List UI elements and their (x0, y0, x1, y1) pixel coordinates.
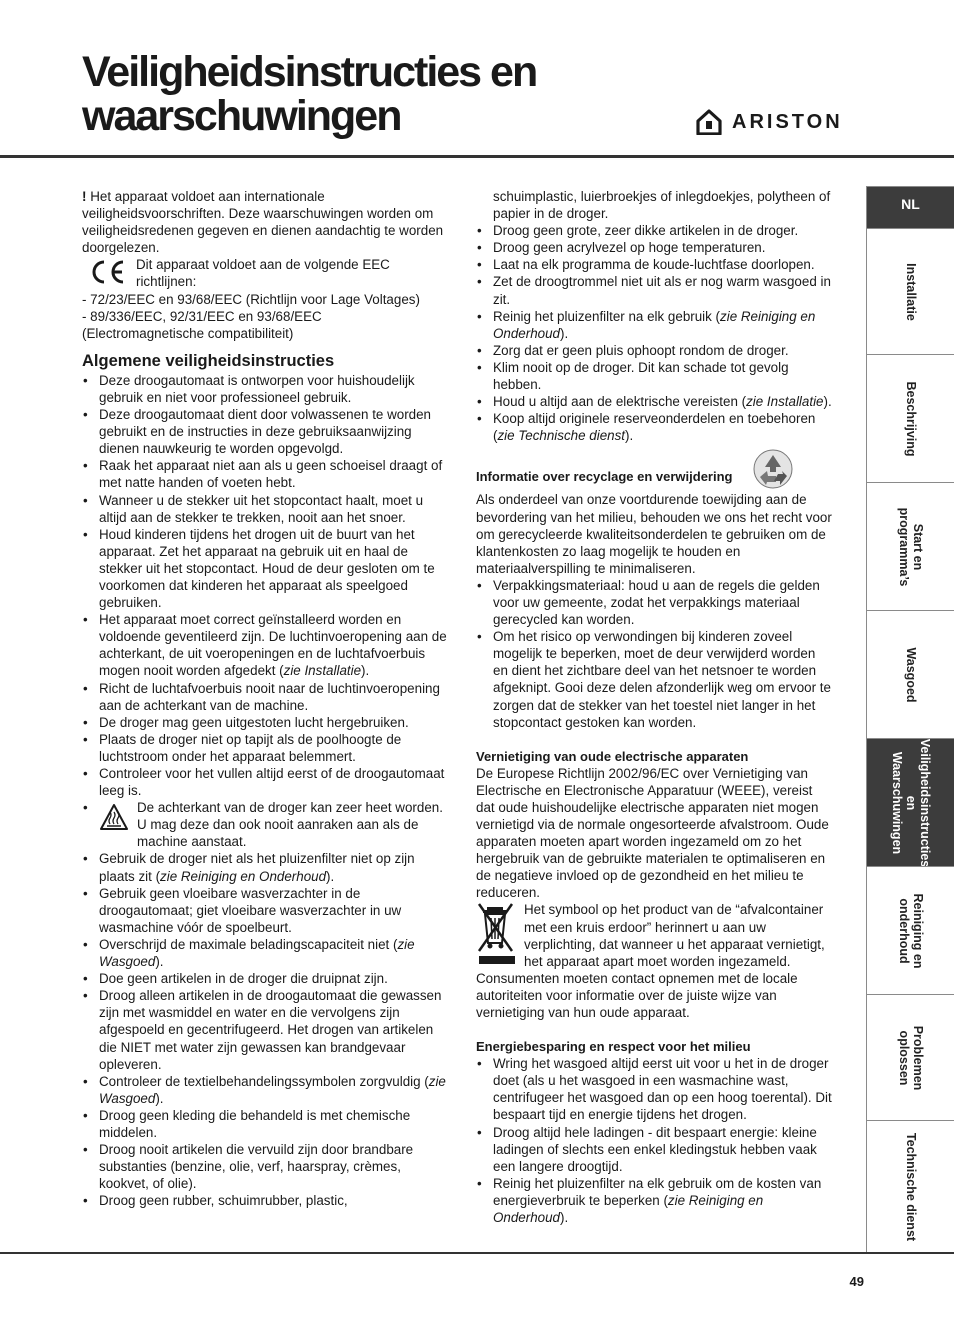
list-item: • Plaats de droger niet op tapijt als de poolhoogte de luchtstroom onder het apparaat belemmert. (82, 731, 448, 765)
tab-problemen-oplossen[interactable]: Problemen oplossen (866, 994, 954, 1120)
page-number: 49 (849, 1274, 864, 1289)
tab-technische-dienst[interactable]: Technische dienst (866, 1120, 954, 1252)
tab-beschrijving[interactable]: Beschrijving (866, 354, 954, 482)
ariston-house-icon (696, 109, 722, 135)
directive-line: - 89/336/EEC, 92/31/EEC en 93/68/EEC (82, 308, 322, 324)
ce-statement: Dit apparaat voldoet aan de volgende EEC richtlijnen: (82, 256, 448, 290)
list-item: • Doe geen artikelen in de droger die druipnat zijn. (82, 970, 448, 987)
list-item-continuation: schuimplastic, luierbroekjes of inlegdoekjes, polytheen of papier in de droger. (493, 189, 831, 222)
list-item: • Droog geen rubber, schuimrubber, plastic, (82, 1192, 448, 1209)
list-item: • Koop altijd originele reserveonderdelen en toebehoren (zie Technische dienst). (476, 410, 832, 444)
list-item: • Droog alleen artikelen in de droogautomaat die gewassen zijn met wasmiddel en water en die vervolgens zijn afgespoeld en gecentrifugeerd. Het drogen van artikelen die NIET met water zijn gewassen kan brandgevaar opleveren. (82, 987, 448, 1072)
cross-reference: zie Wasgoed (99, 1073, 446, 1106)
list-item: • Richt de luchtafvoerbuis nooit naar de luchtinvoeropening aan de achterkant van de machine. (82, 680, 448, 714)
list-item: • Droog geen acrylvezel op hoge temperaturen. (476, 239, 832, 256)
ce-mark-icon (88, 257, 126, 287)
list-item: • Controleer voor het vullen altijd eerst of de droogautomaat leeg is. (82, 765, 448, 799)
list-item: • Zet de droogtrommel niet uit als er nog warm wasgoed in zit. (476, 273, 832, 307)
warning-mark: ! (82, 189, 87, 204)
header-rule (0, 155, 954, 158)
safety-list (82, 372, 448, 1210)
weee-heading: Vernietiging van oude electrische apparaten (476, 748, 749, 764)
list-item: • De droger mag geen uitgestoten lucht hergebruiken. (82, 714, 448, 731)
list-item: • Klim nooit op de droger. Dit kan schade tot gevolg hebben. (476, 359, 832, 393)
list-item: • Wanneer u de stekker uit het stopcontact haalt, moet u altijd aan de stekker te trekken, nooit aan het snoer. (82, 492, 448, 526)
list-item: • Droog altijd hele ladingen - dit bespaart energie: kleine ladingen of slechts een enkel kledingstuk hebben vaak een langere droogtijd. (476, 1124, 832, 1175)
list-item: • Raak het apparaat niet aan als u geen schoeisel draagt of met natte handen of voeten hebt. (82, 457, 448, 491)
list-item: • Wring het wasgoed altijd eerst uit voor u het in de droger doet (als u het wasgoed in een wasmachine wast, centrifugeer het wasgoed dan op een hoog toerental). Dit bespaart tijd en energie tijdens het drogen. (476, 1055, 832, 1123)
weee-contact: Consumenten moeten contact opnemen met de locale autoriteiten voor informatie over de juiste wijze van vernietiging van hun oude apparaat. (476, 970, 798, 1021)
list-item: • Droog geen kleding die behandeld is met chemische middelen. (82, 1107, 448, 1141)
right-column (476, 188, 832, 1226)
list-item: • De achterkant van de droger kan zeer heet worden. U mag deze dan ook nooit aanraken aan als de machine aanstaat. (82, 799, 448, 850)
list-item: • Gebruik geen vloeibare wasverzachter in de droogautomaat; giet vloeibare wasverzachter in uw wasmachine vóór de spoelbeurt. (82, 885, 448, 936)
directive-line: (Electromagnetische compatibiliteit) (82, 325, 294, 341)
recycle-icon (750, 447, 796, 491)
cross-reference: zie Reiniging en Onderhoud (493, 1192, 764, 1225)
list-item: • Laat na elk programma de koude-luchtfase doorlopen. (476, 256, 832, 273)
list-item: • Houd kinderen tijdens het drogen uit de buurt van het apparaat. Zet het apparaat na gebruik uit en haal de stekker uit het stopcontact. Houd de deur gesloten om te voorkomen dat kinderen het apparaat als speelgoed gebruiken. (82, 526, 448, 611)
recycle-list (476, 577, 832, 731)
crossed-out-bin-icon (476, 901, 518, 967)
cross-reference: zie Installatie (283, 663, 362, 679)
safety-list-continued (476, 188, 832, 444)
cross-reference: zie Wasgoed (99, 936, 415, 970)
weee-paragraph: De Europese Richtlijn 2002/96/EC over Vernietiging van Electrische en Electronische Apparatuur (WEEE), vereist dat oude huishoudelijke electrische apparaten niet mogen vernietigd via de normale ongesorteerde afvalstroom. Oude apparaten moeten apart worden ingezameld om zo het hergebruik van de gebruikte materialen te optimaliseren en de negatieve invloed op de gezondheid en het milieu te reduceren. (476, 765, 829, 901)
left-column (82, 188, 448, 1209)
tab-installatie[interactable]: Installatie (866, 228, 954, 354)
list-item: • Houd u altijd aan de elektrische vereisten (zie Installatie). (476, 393, 832, 410)
tab-reiniging-en-onderhoud[interactable]: Reiniging en onderhoud (866, 866, 954, 994)
recycle-heading-row (476, 461, 796, 491)
list-item: • Zorg dat er geen pluis ophoopt rondom de droger. (476, 342, 832, 359)
energy-list (476, 1055, 832, 1226)
page-title: Veiligheidsinstructies en waarschuwingen (82, 48, 537, 140)
list-item: • Om het risico op verwondingen bij kinderen zoveel mogelijk te beperken, moet de deur verwijderd worden en dient het zichtbare deel van het netsnoer te worden afgeknipt. Gooi deze delen afzonderlijk weg om ervoor te zorgen dat de stekker van het toestel niet langer in het stopcontact gestoken kan worden. (476, 628, 832, 731)
list-item: • Deze droogautomaat is ontworpen voor huishoudelijk gebruik en niet voor professioneel gebruik. (82, 372, 448, 406)
section-sidebar (866, 186, 954, 1252)
brand-name: ARISTON (732, 111, 843, 133)
list-item: • Verpakkingsmateriaal: houd u aan de regels die gelden voor uw gemeente, zodat het verpakkings materiaal gerecycled kan worden. (476, 577, 832, 628)
recycle-paragraph: Als onderdeel van onze voortdurende toewijding aan de bevordering van het milieu, behouden we ons het recht voor om gerecycleerde kwaliteitsonderdelen te gebruiken om de klantenkosten zo laag mogelijk te houden en materiaalverspilling te minimaliseren. (476, 492, 832, 576)
list-item: • Deze droogautomaat dient door volwassenen te worden gebruikt en de instructies in deze gebruiksaanwijzing dienen nauwkeurig te worden opgevolgd. (82, 406, 448, 457)
recycle-heading: Informatie over recyclage en verwijdering (476, 468, 733, 484)
section-heading: Algemene veiligheidsinstructies (82, 351, 335, 370)
language-tab[interactable]: NL (866, 186, 954, 228)
list-item: • Het apparaat moet correct geïnstalleerd worden en voldoende geventileerd zijn. De luchtinvoeropening aan de achterkant, de uit voeropeningen en de luchtafvoerbuis mogen nooit worden afgedekt (zie Installatie). (82, 611, 448, 679)
tab-start-en-programmas[interactable]: Start en programma’s (866, 482, 954, 610)
list-item: • Droog nooit artikelen die vervuild zijn door brandbare substanties (benzine, olie, verf, haarspray, crèmes, kookvet, of olie). (82, 1141, 448, 1192)
intro-paragraph: ! Het apparaat voldoet aan internationale veiligheidsvoorschriften. Deze waarschuwingen worden om veiligheidsredenen gegeven en dienen aandachtig te worden doorgelezen. (82, 189, 444, 256)
tab-veiligheidsinstructies[interactable]: Veiligheidsinstructies en Waarschuwingen (866, 738, 954, 866)
brand-logo (696, 108, 868, 136)
list-item: • Controleer de textielbehandelingssymbolen zorgvuldig (zie Wasgoed). (82, 1073, 448, 1107)
cross-reference: zie Installatie (746, 394, 824, 410)
list-item: • Reinig het pluizenfilter na elk gebruik (zie Reiniging en Onderhoud). (476, 308, 832, 342)
tab-wasgoed[interactable]: Wasgoed (866, 610, 954, 738)
cross-reference: zie Reiniging en Onderhoud (493, 308, 816, 341)
list-item: • Gebruik de droger niet als het pluizenfilter niet op zijn plaats zit (zie Reiniging en Onderhoud). (82, 850, 448, 884)
footer-rule (0, 1252, 954, 1254)
energy-heading: Energiebesparing en respect voor het milieu (476, 1039, 751, 1055)
directive-line: - 72/23/EEC en 93/68/EEC (Richtlijn voor Lage Voltages) (82, 291, 420, 307)
cross-reference: zie Reiniging en Onderhoud (160, 868, 327, 884)
list-item: • Droog geen grote, zeer dikke artikelen in de droger. (476, 222, 832, 239)
hot-surface-warning-icon (99, 803, 129, 831)
list-item: • Overschrijd de maximale beladingscapaciteit niet (zie Wasgoed). (82, 936, 448, 970)
weee-symbol-block: Het symbool op het product van de “afvalcontainer met een kruis erdoor” herinnert u aan uw verplichting, dat wanneer u het apparaat vernietigt, het apparaat apart moet worden ingezameld. (476, 901, 832, 969)
cross-reference: zie Technische dienst (497, 428, 626, 444)
list-item: • Reinig het pluizenfilter na elk gebruik om de kosten van energieverbruik te beperken (zie Reiniging en Onderhoud). (476, 1175, 832, 1226)
